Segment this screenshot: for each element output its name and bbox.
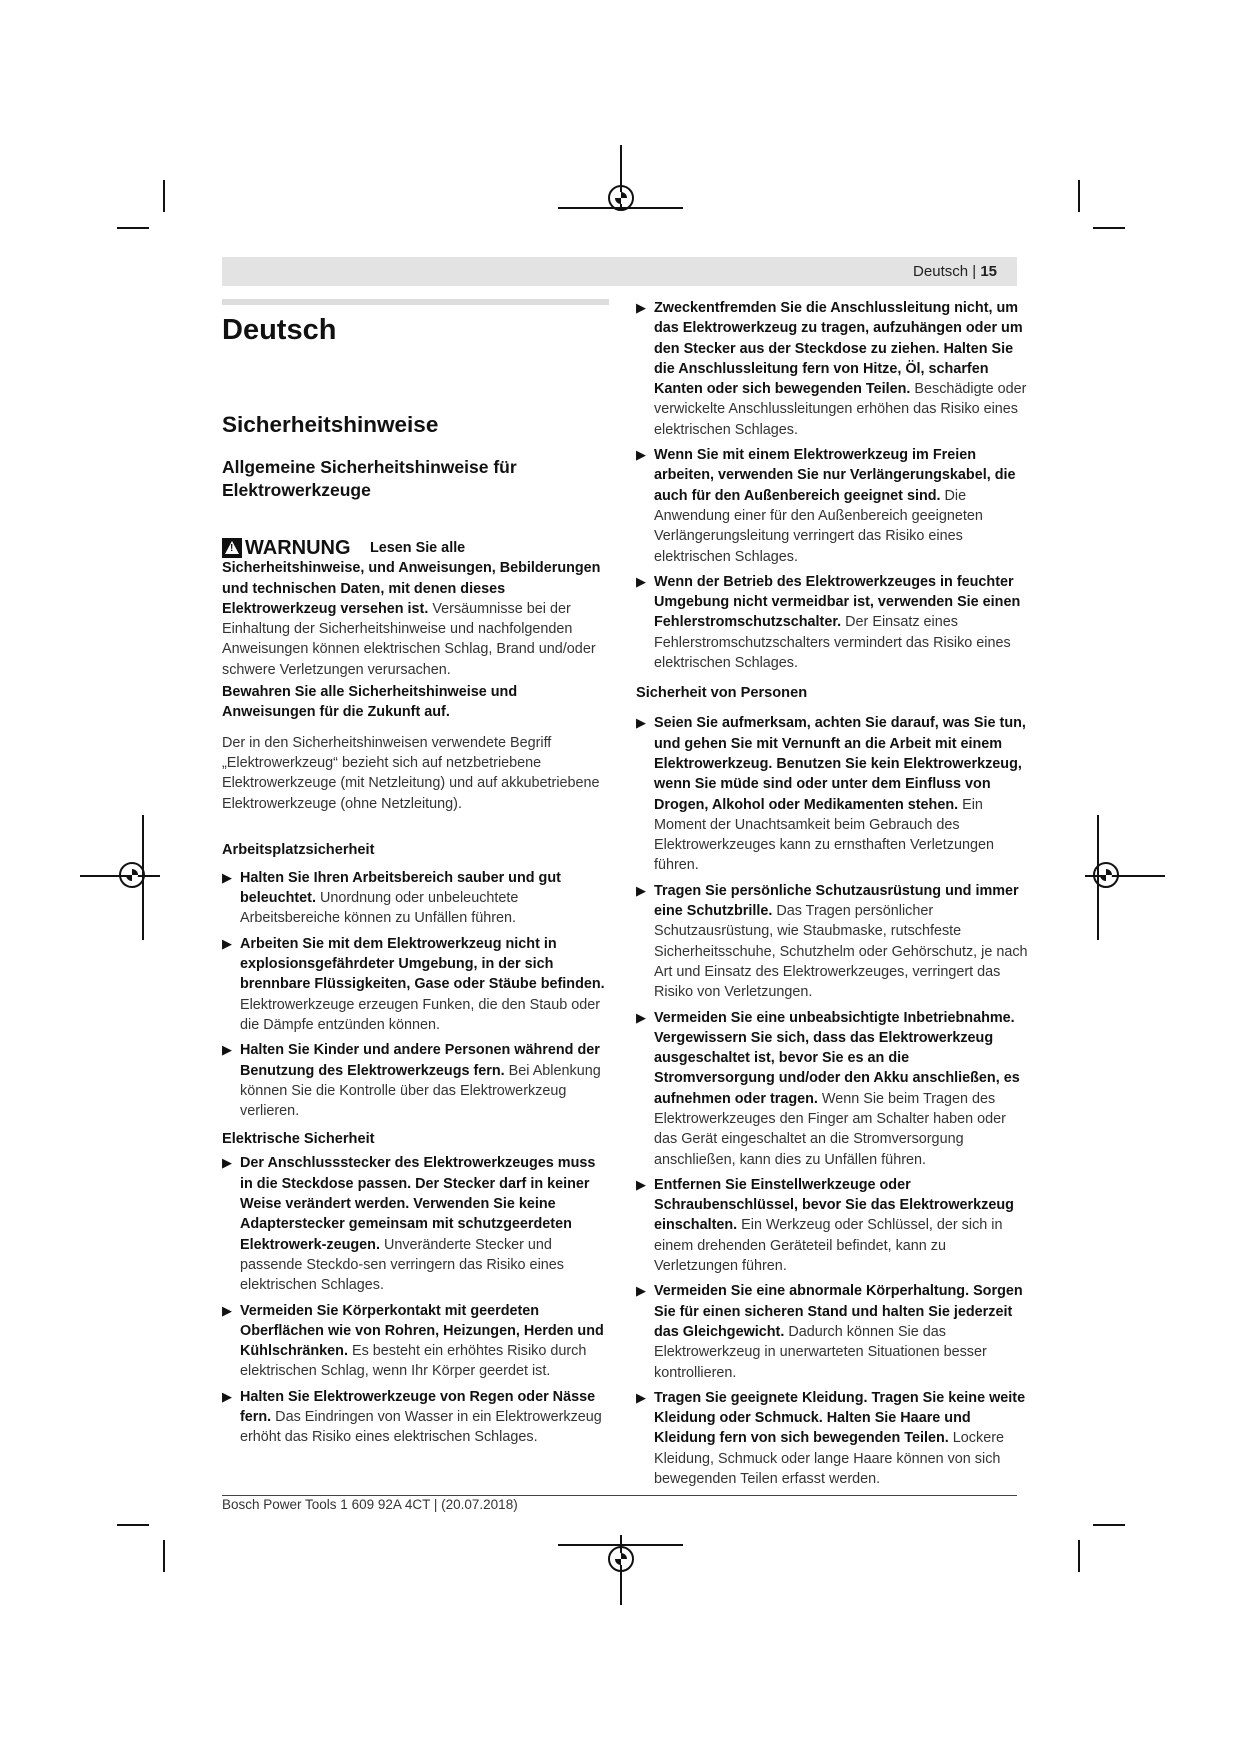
left-column bbox=[222, 313, 607, 1453]
bullet-arrow-icon: ▶ bbox=[222, 869, 232, 885]
warning-body: Versäumnisse bei der Einhaltung der Sicherheitshinweise und nachfolgenden Anweisungen können elektrischen Schlag, Brand und/oder schwere Verletzungen verursachen. bbox=[222, 600, 596, 678]
bullet-arrow-icon: ▶ bbox=[636, 300, 646, 315]
crop-mark bbox=[117, 1524, 149, 1526]
crop-mark bbox=[1078, 180, 1080, 212]
list-item: ▶ Vermeiden Sie eine abnormale Körperhaltung. Sorgen Sie für einen sicheren Stand und halten Sie jederzeit das Gleichgewicht. Dadurch können Sie das Elektrowerkzeug in unerwarteten Situationen besser kontrollieren. bbox=[636, 1283, 1023, 1381]
electrical-list bbox=[222, 1153, 607, 1447]
footer-divider bbox=[222, 1495, 1017, 1496]
bullet-arrow-icon: ▶ bbox=[222, 935, 232, 951]
list-item: ▶ Wenn Sie mit einem Elektrowerkzeug im Freien arbeiten, verwenden Sie nur Verlängerungskabel, die auch für den Außenbereich geeignet sind. Die Anwendung einer für den Außenbereich geeigneten Verlängerungsleitung verringert das Risiko eines elektrischen Schlages. bbox=[636, 447, 1016, 565]
list-item: ▶ Der Anschlussstecker des Elektrowerkzeuges muss in die Steckdose passen. Der Stecker darf in keiner Weise verändert werden. Verwenden Sie keine Adapterstecker gemeinsam mit schutzgeerdeten Elektrowerk-zeugen. Unveränderte Stecker und passende Steckdo-sen verringern das Risiko eines elektrischen Schlages. bbox=[222, 1155, 596, 1294]
crop-mark bbox=[1093, 1524, 1125, 1526]
list-item: ▶ Entfernen Sie Einstellwerkzeuge oder Schraubenschlüssel, bevor Sie das Elektrowerkzeug einschalten. Ein Werkzeug oder Schlüssel, der sich in einem drehenden Geräteteil befindet, kann zu Verletzungen führen. bbox=[636, 1176, 1014, 1275]
column-divider bbox=[222, 299, 609, 305]
warning-label bbox=[222, 536, 370, 560]
bullet-arrow-icon: ▶ bbox=[222, 1042, 232, 1058]
crop-mark bbox=[163, 180, 165, 212]
page-title: Deutsch bbox=[222, 314, 337, 346]
list-item: ▶ Halten Sie Kinder und andere Personen während der Benutzung des Elektrowerkzeugs fern. Bei Ablenkung können Sie die Kontrolle über das Elektrowerkzeug verlieren. bbox=[222, 1042, 601, 1120]
list-item: ▶ Zweckentfremden Sie die Anschlussleitung nicht, um das Elektrowerkzeug zu tragen, aufzuhängen oder um den Stecker aus der Steckdose zu ziehen. Halten Sie die Anschlussleitung fern von Hitze, Öl, scharfen Kanten oder sich bewegenden Teilen. Beschädigte oder verwickelte Anschlussleitungen erhöhen das Risiko eines elektrischen Schlages. bbox=[636, 300, 1027, 438]
list-item: ▶ Arbeiten Sie mit dem Elektrowerkzeug nicht in explosionsgefährdeter Umgebung, in der sich brennbare Flüssigkeiten, Gase oder Stäube befinden. Elektrowerkzeuge erzeugen Funken, die den Staub oder die Dämpfe entzünden können. bbox=[222, 935, 605, 1033]
list-item: ▶ Halten Sie Ihren Arbeitsbereich sauber und gut beleuchtet. Unordnung oder unbeleuchtete Arbeitsbereiche können zu Unfällen führen. bbox=[222, 869, 561, 927]
list-item: ▶ Seien Sie aufmerksam, achten Sie darauf, was Sie tun, und gehen Sie mit Vernunft an die Arbeit mit einem Elektrowerkzeug. Benutzen Sie kein Elektrowerkzeug, wenn Sie müde sind oder unter dem Einfluss von Drogen, Alkohol oder Medikamenten stehen. Ein Moment der Unachtsamkeit beim Gebrauch des Elektrowerkzeuges kann zu ernsthaften Verletzungen führen. bbox=[636, 715, 1026, 874]
list-item: ▶ Wenn der Betrieb des Elektrowerkzeuges in feuchter Umgebung nicht vermeidbar ist, verwenden Sie einen Fehlerstromschutzschalter. Der Einsatz eines Fehlerstromschutzschalters vermindert das Risiko eines elektrischen Schlages. bbox=[636, 573, 1021, 672]
personal-heading: Sicherheit von Personen bbox=[636, 685, 808, 702]
keep-notice: Bewahren Sie alle Sicherheitshinweise und Anweisungen für die Zukunft auf. bbox=[222, 684, 518, 721]
header-section: Deutsch bbox=[913, 263, 969, 280]
registration-target-icon bbox=[119, 862, 145, 888]
warning-bold: Lesen Sie alle Sicherheitshinweise, und Anweisungen, Bebilderungen und technischen Daten, mit denen dieses Elektrowerkzeug versehen ist. bbox=[222, 540, 601, 617]
bullet-arrow-icon: ▶ bbox=[636, 715, 646, 731]
warning-block bbox=[222, 536, 607, 680]
bullet-arrow-icon: ▶ bbox=[636, 1176, 646, 1192]
bullet-arrow-icon: ▶ bbox=[636, 882, 646, 898]
crop-mark bbox=[117, 227, 149, 229]
page-header bbox=[222, 257, 1017, 286]
registration-target-icon bbox=[608, 185, 634, 211]
subsection-title: Allgemeine Sicherheitshinweise für Elektrowerkzeuge bbox=[222, 457, 517, 500]
registration-target-icon bbox=[1093, 862, 1119, 888]
bullet-arrow-icon: ▶ bbox=[222, 1155, 232, 1171]
warning-word: WARNUNG bbox=[245, 537, 351, 559]
workplace-heading: Arbeitsplatzsicherheit bbox=[222, 841, 375, 858]
bullet-arrow-icon: ▶ bbox=[636, 1283, 646, 1299]
page-footer: Bosch Power Tools 1 609 92A 4CT | (20.07.2018) bbox=[222, 1497, 518, 1512]
list-item: ▶ Halten Sie Elektrowerkzeuge von Regen oder Nässe fern. Das Eindringen von Wasser in ein Elektrowerkzeug erhöht das Risiko eines elektrischen Schlages. bbox=[222, 1388, 602, 1446]
bullet-arrow-icon: ▶ bbox=[636, 1389, 646, 1405]
term-note: Der in den Sicherheitshinweisen verwendete Begriff „Elektrowerkzeug“ bezieht sich auf netzbetriebene Elektrowerkzeuge (mit Netzleitung) und auf akkubetriebene Elektrowerkzeuge (ohne Netzleitung). bbox=[222, 734, 600, 812]
bullet-arrow-icon: ▶ bbox=[636, 573, 646, 589]
page-number: 15 bbox=[980, 263, 997, 280]
registration-target-icon bbox=[608, 1546, 634, 1572]
section-title: Sicherheitshinweise bbox=[222, 412, 439, 437]
bullet-arrow-icon: ▶ bbox=[222, 1302, 232, 1318]
electrical-list-continued bbox=[636, 298, 1028, 673]
bullet-arrow-icon: ▶ bbox=[636, 1009, 646, 1025]
list-item: ▶ Vermeiden Sie eine unbeabsichtigte Inbetriebnahme. Vergewissern Sie sich, dass das Elektrowerkzeug ausgeschaltet ist, bevor Sie es an die Stromversorgung und/oder den Akku anschließen, es aufnehmen oder tragen. Wenn Sie beim Tragen des Elektrowerkzeuges den Finger am Schalter haben oder das Gerät eingeschaltet an die Stromversorgung anschließen, kann dies zu Unfällen führen. bbox=[636, 1009, 1020, 1168]
list-item: ▶ Tragen Sie persönliche Schutzausrüstung und immer eine Schutzbrille. Das Tragen persönlicher Schutzausrüstung, wie Staubmaske, rutschfeste Sicherheitsschuhe, Schutzhelm oder Gehörschutz, je nach Art und Einsatz des Elektrowerkzeuges, verringert das Risiko von Verletzungen. bbox=[636, 882, 1028, 1001]
bullet-arrow-icon: ▶ bbox=[636, 447, 646, 463]
electrical-heading: Elektrische Sicherheit bbox=[222, 1131, 375, 1148]
crop-mark bbox=[1093, 227, 1125, 229]
personal-list bbox=[636, 713, 1028, 1489]
list-item: ▶ Vermeiden Sie Körperkontakt mit geerdeten Oberflächen wie von Rohren, Heizungen, Herden und Kühlschränken. Es besteht ein erhöhtes Risiko durch elektrischen Schlag, wenn Ihr Körper geerdet ist. bbox=[222, 1302, 604, 1380]
list-item: ▶ Tragen Sie geeignete Kleidung. Tragen Sie keine weite Kleidung oder Schmuck. Halten Sie Haare und Kleidung fern von sich bewegenden Teilen. Lockere Kleidung, Schmuck oder lange Haare können von sich bewegenden Teilen erfasst werden. bbox=[636, 1389, 1026, 1488]
crop-mark bbox=[1078, 1540, 1080, 1572]
workplace-list bbox=[222, 868, 607, 1122]
right-column bbox=[636, 298, 1028, 1494]
bullet-arrow-icon: ▶ bbox=[222, 1388, 232, 1404]
warning-text bbox=[222, 538, 607, 680]
warning-icon bbox=[222, 538, 242, 558]
crop-mark bbox=[163, 1540, 165, 1572]
header-label: Deutsch | 15 bbox=[913, 263, 997, 280]
